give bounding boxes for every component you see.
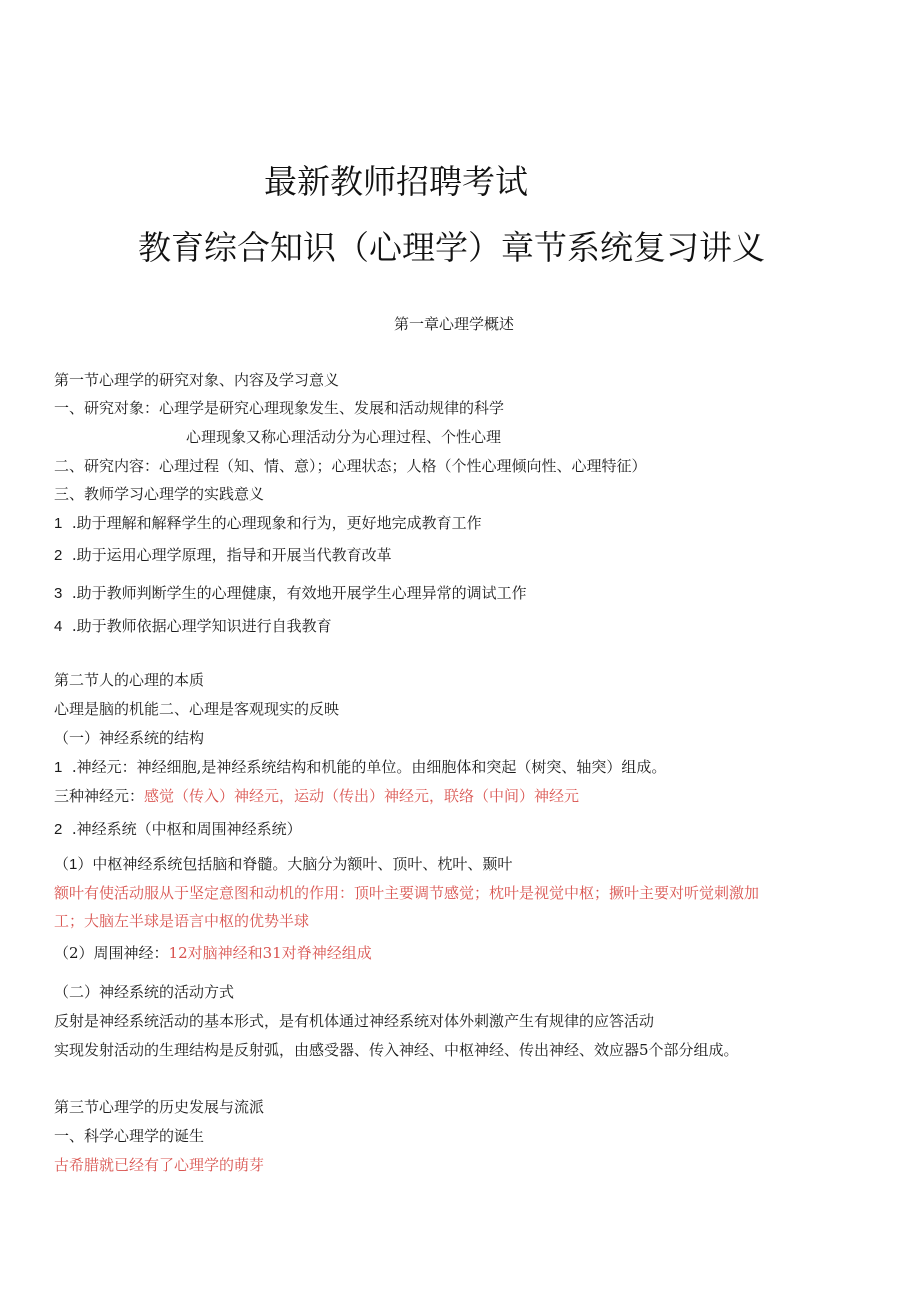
mind-brain-function: 心理是脑的机能二、心理是客观现实的反映 bbox=[54, 700, 340, 718]
list-item: 4 .助于教师依据心理学知识进行自我教育 bbox=[54, 617, 332, 635]
lobes-function-line2: 工；大脑左半球是语言中枢的优势半球 bbox=[54, 912, 310, 930]
neuron-definition: 1 .神经元：神经细胞,是神经系统结构和机能的单位。由细胞体和突起（树突、轴突）组成。 bbox=[54, 758, 667, 776]
research-object: 一、研究对象：心理学是研究心理现象发生、发展和活动规律的科学 bbox=[54, 399, 505, 417]
list-item: 2 .助于运用心理学原理，指导和开展当代教育改革 bbox=[54, 546, 392, 564]
nervous-system-item: 2 .神经系统（中枢和周围神经系统） bbox=[54, 820, 302, 838]
doc-title-line1: 最新教师招聘考试 bbox=[264, 162, 528, 201]
section3-heading: 第三节心理学的历史发展与流派 bbox=[54, 1098, 265, 1116]
research-content: 二、研究内容：心理过程（知、情、意）；心理状态；人格（个性心理倾向性、心理特征） bbox=[54, 457, 647, 475]
birth-of-psychology: 一、科学心理学的诞生 bbox=[54, 1127, 205, 1145]
three-neurons: 三种神经元：感觉（传入）神经元，运动（传出）神经元，联络（中间）神经元 bbox=[54, 787, 580, 805]
section1-heading: 第一节心理学的研究对象、内容及学习意义 bbox=[54, 371, 340, 389]
peripheral-nerves: （2）周围神经：12对脑神经和31对脊神经组成 bbox=[54, 944, 372, 962]
practical-significance-heading: 三、教师学习心理学的实践意义 bbox=[54, 485, 265, 503]
nervous-structure-heading: （一）神经系统的结构 bbox=[54, 729, 205, 747]
section2-heading: 第二节人的心理的本质 bbox=[54, 671, 205, 689]
list-item: 3 .助于教师判断学生的心理健康，有效地开展学生心理异常的调试工作 bbox=[54, 584, 527, 602]
activity-mode-heading: （二）神经系统的活动方式 bbox=[54, 983, 235, 1001]
chapter-heading: 第一章心理学概述 bbox=[394, 315, 515, 333]
reflex-definition: 反射是神经系统活动的基本形式，是有机体通过神经系统对体外刺激产生有规律的应答活动 bbox=[54, 1012, 655, 1030]
ancient-greece-note: 古希腊就已经有了心理学的萌芽 bbox=[54, 1156, 265, 1174]
lobes-function-line1: 额叶有使活动服从于坚定意图和动机的作用：顶叶主要调节感觉；枕叶是视觉中枢；撅叶主要对听觉刺激加 bbox=[54, 884, 760, 902]
mental-phenomena: 心理现象又称心理活动分为心理过程、个性心理 bbox=[186, 428, 502, 446]
central-nervous-system: （1）中枢神经系统包括脑和脊髓。大脑分为额叶、顶叶、枕叶、颞叶 bbox=[54, 855, 513, 873]
doc-title-line2: 教育综合知识（心理学）章节系统复习讲义 bbox=[138, 228, 765, 267]
reflex-arc: 实现发射活动的生理结构是反射弧，由感受器、传入神经、中枢神经、传出神经、效应器5个部分组成。 bbox=[54, 1041, 739, 1059]
list-item: 1 .助于理解和解释学生的心理现象和行为，更好地完成教育工作 bbox=[54, 514, 482, 532]
